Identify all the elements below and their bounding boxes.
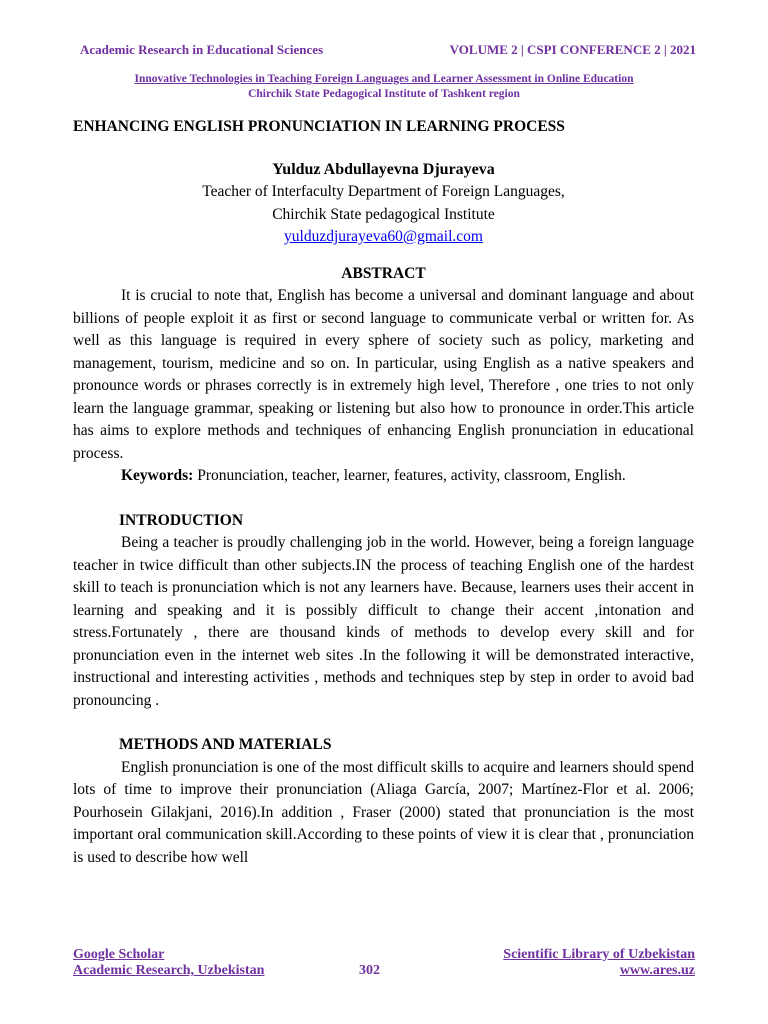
- introduction-text: Being a teacher is proudly challenging job in the world. However, being a foreign language teacher in twice difficult than other subjects.IN the process of teaching English one of the hardest skill to teach is pronunciation which is not any learners have. Because, learners uses their accent in learning and speaking and it is possibly difficult to change their accent ,intonation and stress.Fortunately , there are thousand kinds of methods to develop every skill and for pronunciation even in the internet web sites .In the following it will be demonstrated interactive, instructional and interesting activities , methods and techniques step by step in order to avoid bad pronouncing .: [73, 534, 694, 709]
- author-name: Yulduz Abdullayevna Djurayeva: [272, 160, 495, 178]
- article-title: ENHANCING ENGLISH PRONUNCIATION IN LEARNING PROCESS: [73, 118, 565, 135]
- institute-name: Chirchik State Pedagogical Institute of Tashkent region: [248, 88, 520, 100]
- keywords-text: Pronunciation, teacher, learner, features, activity, classroom, English.: [193, 467, 626, 484]
- scientific-library-link[interactable]: Scientific Library of Uzbekistan: [503, 947, 695, 962]
- conference-title: Innovative Technologies in Teaching Foreign Languages and Learner Assessment in Online Education: [134, 73, 634, 85]
- journal-name: Academic Research in Educational Sciences: [80, 42, 324, 57]
- email-line: [73, 226, 694, 249]
- affiliation-line-1: Teacher of Interfaculty Department of Foreign Languages,: [202, 183, 565, 200]
- google-scholar-link[interactable]: Google Scholar: [73, 947, 165, 962]
- website-link[interactable]: www.ares.uz: [619, 963, 695, 978]
- affiliation-line-2: Chirchik State pedagogical Institute: [272, 205, 495, 223]
- volume-info: VOLUME 2 | CSPI CONFERENCE 2 | 2021: [449, 42, 696, 57]
- methods-text: English pronunciation is one of the most difficult skills to acquire and learners should spend lots of time to improve their pronunciation (Aliaga García, 2007; Martínez-Flor et al. 2006; Pourhosein Gilakjani, 2016).In addition , Fraser (2000) stated that pronunciation is the most important oral communication skill.According to these points of view it is clear that , pronunciation is used to describe how well: [73, 758, 694, 866]
- article-body: [73, 116, 694, 869]
- methods-heading: METHODS AND MATERIALS: [119, 736, 332, 753]
- introduction-heading: INTRODUCTION: [119, 511, 244, 529]
- author-email-link[interactable]: yulduzdjurayeva60@gmail.com: [284, 228, 483, 245]
- abstract-heading: ABSTRACT: [341, 264, 426, 282]
- academic-research-link[interactable]: Academic Research, Uzbekistan: [73, 963, 265, 978]
- keywords-label: Keywords:: [121, 467, 194, 484]
- abstract-text: It is crucial to note that, English has become a universal and dominant language and about billions of people exploit it as first or second language to communicate verbal or written for. As well as this language is required in every sphere of society such as policy, marketing and management, tourism, medicine and so on. In particular, using English as a native speakers and pronounce words or phrases correctly is in extremely high level, Therefore , one tries to not only learn the language grammar, speaking or listening but also how to pronounce in order.This article has aims to explore methods and techniques of enhancing English pronunciation in educational process.: [73, 287, 694, 462]
- keywords: [73, 465, 694, 488]
- page-number: 302: [359, 963, 380, 978]
